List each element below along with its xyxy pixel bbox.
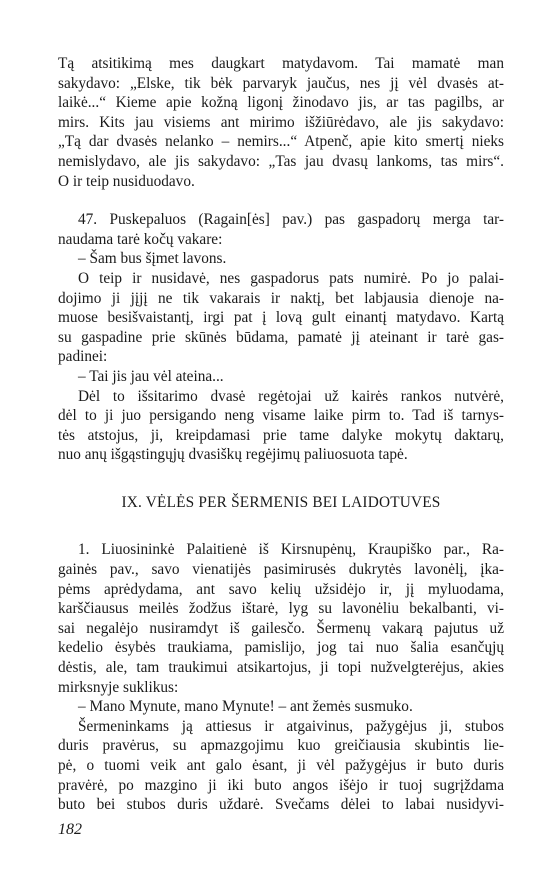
text-line: Šermeninkams ją attiesus ir atgaivinus, pažygėjus ji, stubos (78, 717, 504, 735)
paragraph-block-b (58, 210, 504, 465)
text-line: Dėl to išsitarimo dvasė regėtojai už kairės rankos nutvėrė, (78, 387, 504, 405)
page-body (58, 54, 504, 815)
text-line: su gaspadine prie skūnės būdama, pamatė jį ateinant ir tarė gas- (58, 328, 504, 346)
paragraph-block-a (58, 54, 504, 191)
text-line: mirksnyje suklikus: (58, 678, 179, 696)
text-line: dėl to ji juo persigando neng visame laike pirm to. Tad iš tarnys- (58, 407, 504, 425)
text-line: duris pravėrus, su apmazgojimu kuo greičiausia skubintis lie- (58, 737, 504, 755)
text-line: tės atstojus, ji, kreipdamasi prie tame dalyke mokytų daktarų, (58, 426, 504, 444)
text-line: – Tai jis jau vėl ateina... (78, 367, 224, 385)
paragraph-block-c (58, 540, 504, 814)
text-line: laikė...“ Kieme apie kožną ligonį žinodavo jis, ar tas pagilbs, ar (58, 94, 504, 112)
text-line: buto bei stubos duris uždarė. Svečams dėlei to labai nusidyvi- (58, 796, 504, 814)
chapter-heading: IX. VĖLĖS PER ŠERMENIS BEI LAIDOTUVES (121, 493, 441, 511)
text-line: sai negalėjo nusiramdyt iš gailesčo. Šermenų vakarą pajutus už (58, 619, 504, 637)
text-line: 1. Liuosininkė Palaitienė iš Kirsnupėnų, Kraupiško par., Ra- (78, 541, 504, 559)
text-line: gainės pav., savo vienatijės pasimirusės dukrytės lavonėlį, įka- (58, 561, 504, 579)
text-line: nemislydavo, ale jis sakydavo: „Tas jau dvasų lankoms, tas mirs“. (58, 152, 504, 170)
text-line: pė, o tuomi veik ant galo ėsant, ji vėl pažygėjus ir buto duris (58, 757, 504, 774)
text-line: karščiausus meilės žodžus ištarė, lyg su lavonėliu bekalbanti, vi- (58, 600, 504, 618)
text-line: 47. Puskepaluos (Ragain[ės] pav.) pas gaspadorų merga tar- (78, 211, 504, 229)
text-line: O teip ir nusidavė, nes gaspadorus pats numirė. Po jo palai- (78, 269, 504, 287)
text-line: mirs. Kits jau visiems ant mirimo išžiūrėdavo, ale jis sakydavo: (58, 113, 504, 131)
text-line: muose besišvaistantį, irgi pat į lovą gult einantį matydavo. Kartą (58, 309, 504, 327)
text-line: „Tą dar dvasės nelanko – nemirs...“ Atpenč, apie kito smertį nieks (58, 133, 504, 151)
text-line: naudama tarė kočų vakare: (58, 230, 223, 248)
text-line: kedelio ėsybės traukiama, pamislijo, jog tai nuo šalia esančųjų (58, 639, 504, 657)
text-line: – Šam bus šįmet lavons. (78, 250, 227, 268)
text-line: pėms aprėdydama, ant savo kelių užsidėjo ir, jį myluodama, (58, 580, 504, 598)
text-line: Tą atsitikimą mes daugkart matydavom. Tai mamatė man (58, 55, 504, 72)
text-line: dėstis, ale, tam traukimui atsikartojus, ji topi nužvelgterėjus, akies (58, 659, 504, 677)
text-line: pravėrė, po mazgino ji iki buto angos išėjo ir tuoj sugrįždama (58, 776, 504, 794)
text-line: padinei: (58, 348, 108, 366)
text-line: nuo anų išgąstingųjų dvasiškų regėjimų paliuosuota tapė. (58, 446, 408, 464)
text-line: O ir teip nusiduodavo. (58, 172, 195, 190)
text-line: dojimo ji jįjį ne tik vakarais ir naktį, bet labjausia dienoje na- (58, 289, 504, 307)
text-line: sakydavo: „Elske, tik bėk parvaryk jaučus, nes jį vėl dvasės at- (58, 74, 504, 92)
page-number: 182 (58, 821, 82, 838)
text-line: – Mano Mynute, mano Mynute! – ant žemės susmuko. (78, 698, 413, 716)
